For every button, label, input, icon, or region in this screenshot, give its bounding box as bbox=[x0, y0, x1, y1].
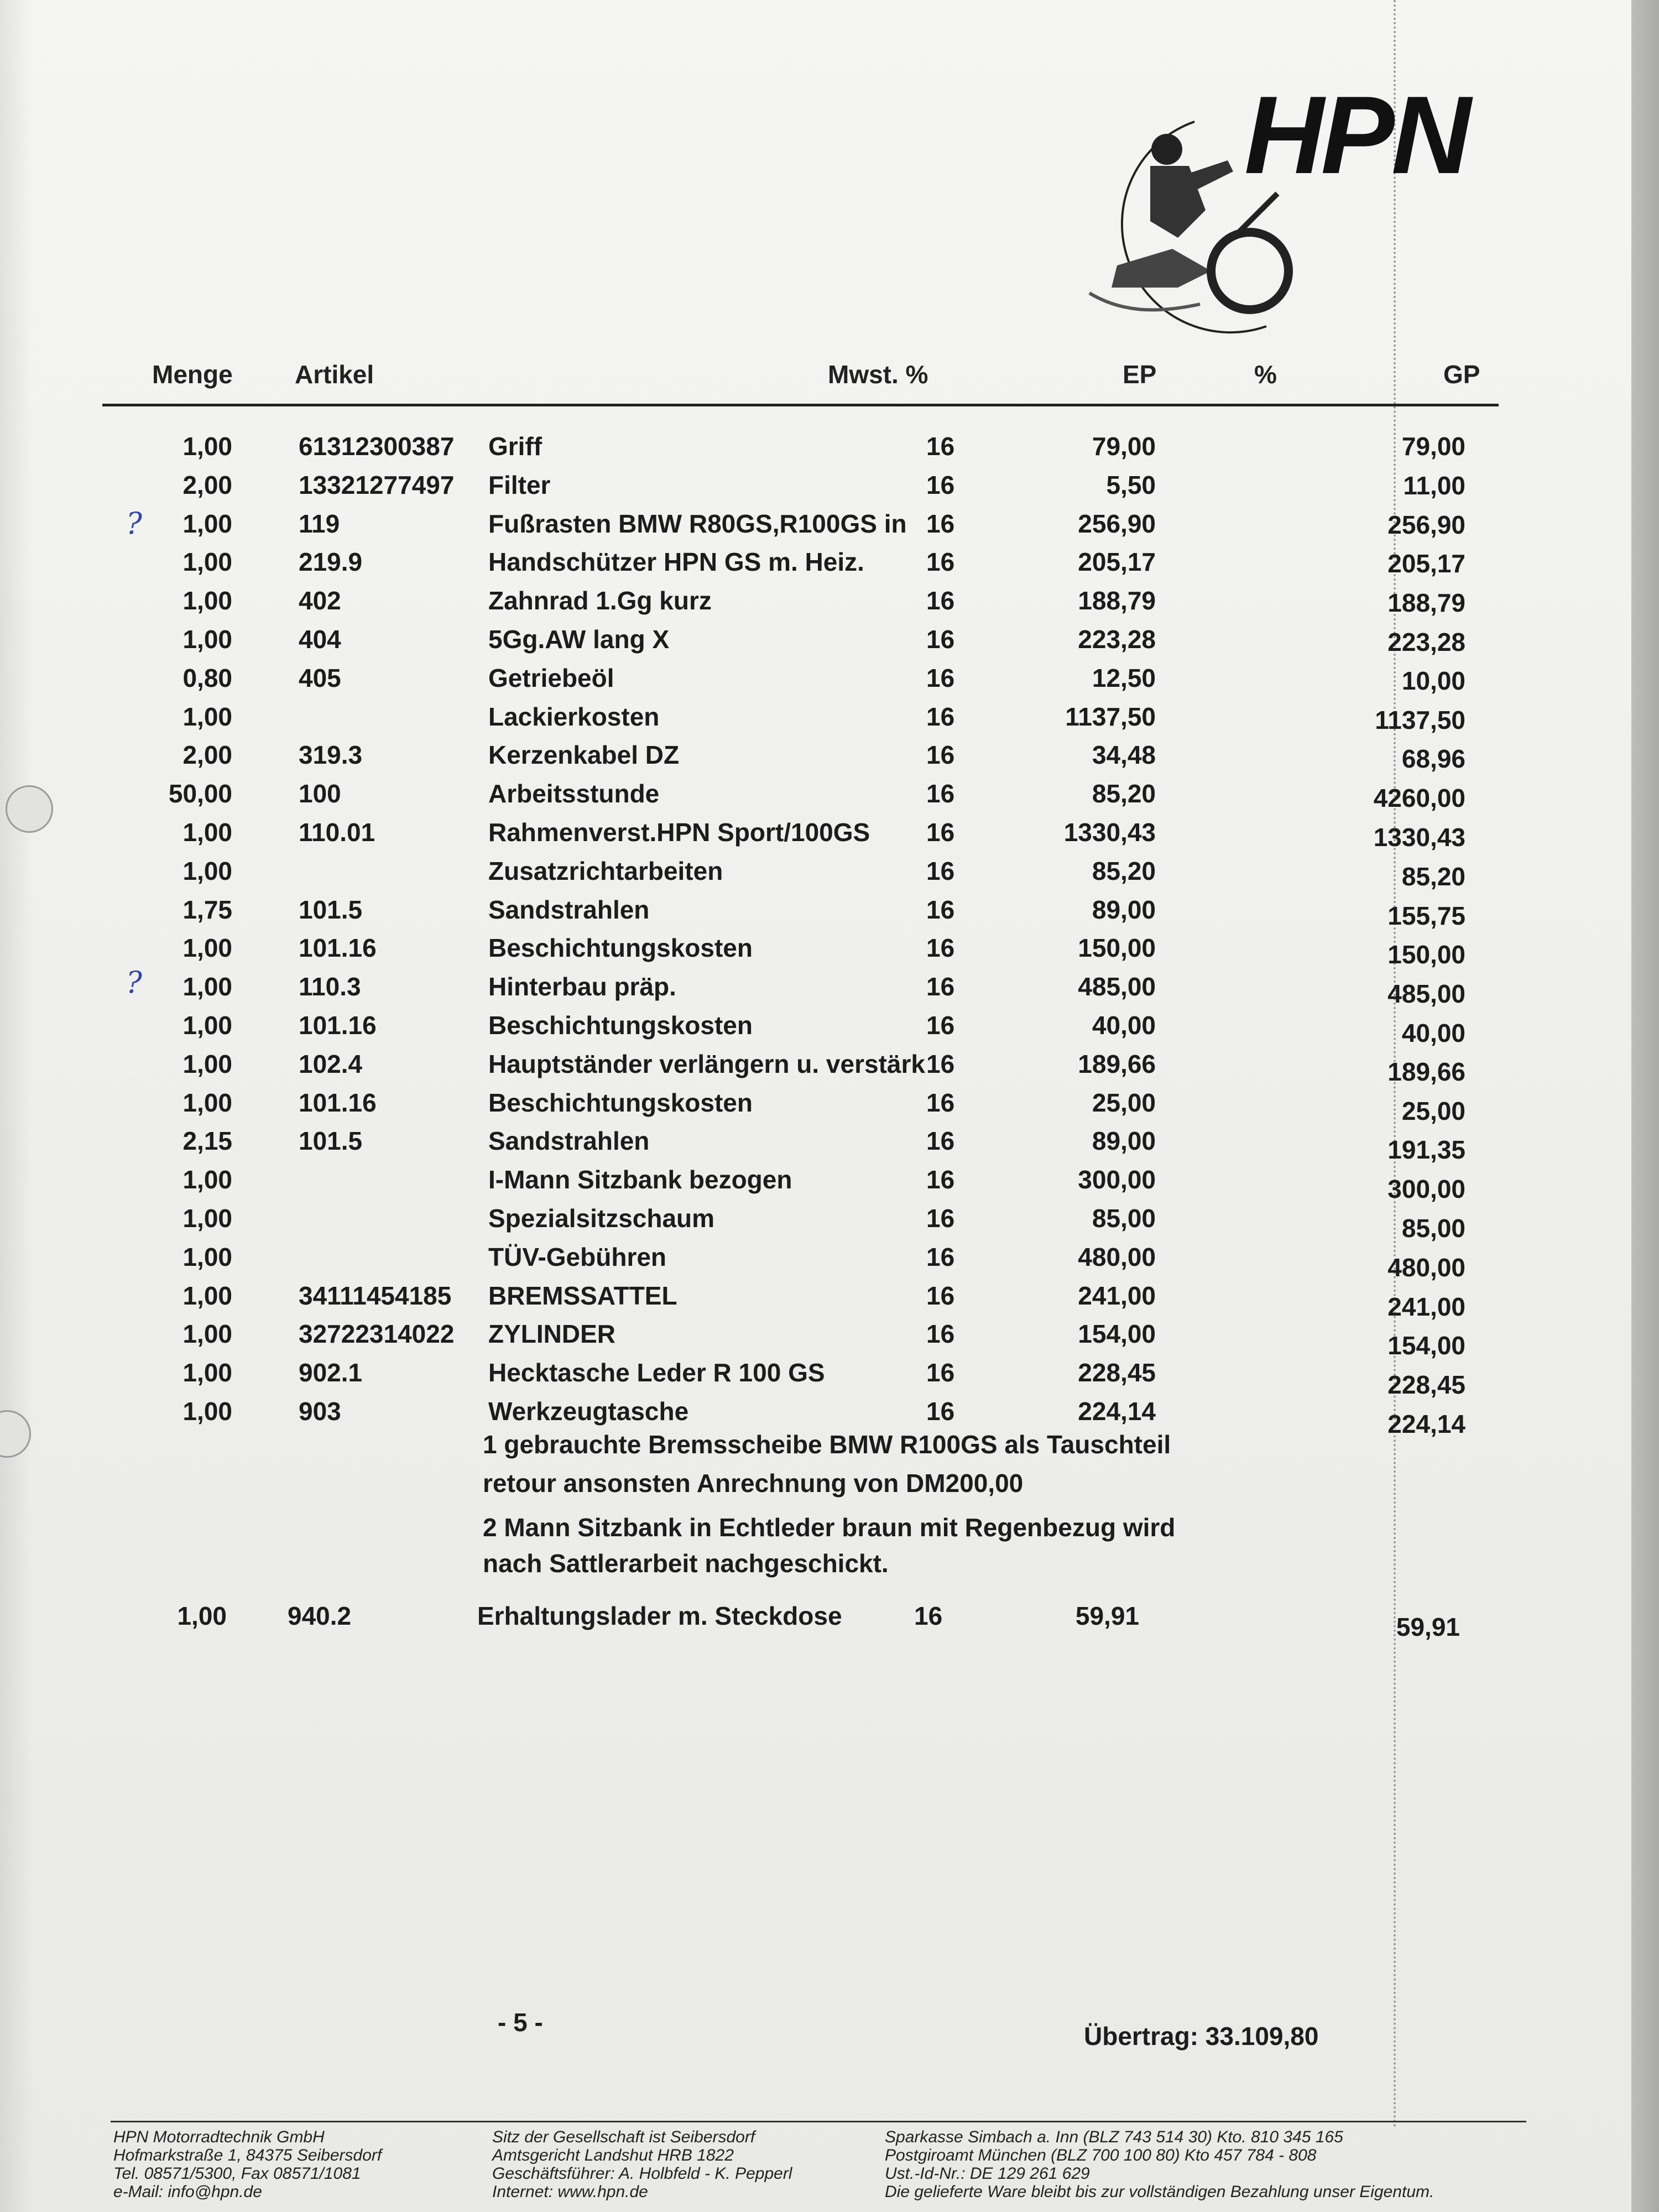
cell-menge: 1,00 bbox=[182, 547, 232, 576]
cell-menge: 1,00 bbox=[182, 1281, 232, 1310]
cell-artikel: 101.5 bbox=[299, 895, 363, 924]
cell-ep: 5,50 bbox=[1106, 471, 1156, 499]
header-ep: EP bbox=[1123, 360, 1157, 389]
cell-menge: 1,00 bbox=[182, 1397, 232, 1426]
footer-line: Amtsgericht Landshut HRB 1822 bbox=[492, 2146, 734, 2164]
cell-mwst: 16 bbox=[926, 895, 955, 924]
table-row bbox=[0, 972, 1631, 1008]
cell-menge: 1,00 bbox=[182, 933, 232, 962]
cell-gp: 191,35 bbox=[1387, 1135, 1465, 1164]
cell-ep: 89,00 bbox=[1092, 895, 1156, 924]
cell-bezeichnung: I-Mann Sitzbank bezogen bbox=[488, 1165, 792, 1194]
table-row bbox=[0, 1126, 1631, 1164]
cell-mwst: 16 bbox=[926, 1281, 955, 1310]
cell-artikel: 402 bbox=[299, 586, 341, 615]
footer-line: Ust.-Id-Nr.: DE 129 261 629 bbox=[885, 2164, 1090, 2183]
footer-line: Hofmarkstraße 1, 84375 Seibersdorf bbox=[113, 2146, 382, 2164]
cell-mwst: 16 bbox=[926, 1050, 955, 1078]
cell-ep: 85,20 bbox=[1092, 779, 1156, 808]
cell-menge: 1,00 bbox=[182, 1243, 232, 1271]
cell-menge: 1,00 bbox=[182, 1319, 232, 1348]
header-rule bbox=[102, 404, 1499, 406]
cell-menge: 1,00 bbox=[182, 702, 232, 731]
footer-rule bbox=[111, 2121, 1526, 2122]
cell-bezeichnung: Beschichtungskosten bbox=[488, 933, 753, 962]
table-row bbox=[0, 1358, 1631, 1399]
cell-artikel: 101.16 bbox=[299, 1088, 377, 1117]
cell-mwst: 16 bbox=[926, 1243, 955, 1271]
cell-bezeichnung: Spezialsitzschaum bbox=[488, 1204, 715, 1233]
table-row bbox=[0, 779, 1631, 812]
footer-line: Sparkasse Simbach a. Inn (BLZ 743 514 30) Kto. 810 345 165 bbox=[885, 2128, 1343, 2146]
cell-artikel: 119 bbox=[299, 509, 340, 538]
cell-artikel: 101.16 bbox=[299, 1011, 377, 1040]
cell-bezeichnung: Rahmenverst.HPN Sport/100GS bbox=[488, 818, 870, 847]
table-row bbox=[0, 547, 1631, 580]
table-row bbox=[0, 933, 1631, 969]
handwritten-question-mark: ? bbox=[126, 506, 142, 541]
cell-ep: 256,90 bbox=[1078, 509, 1156, 538]
header-menge: Menge bbox=[152, 360, 233, 389]
cell-bezeichnung: Hinterbau präp. bbox=[488, 972, 676, 1001]
cell-ep: 89,00 bbox=[1092, 1126, 1156, 1155]
cell-mwst: 16 bbox=[926, 1165, 955, 1194]
cell-mwst: 16 bbox=[926, 509, 955, 538]
cell-mwst: 16 bbox=[926, 740, 955, 769]
table-row bbox=[0, 663, 1631, 696]
footer-line: Sitz der Gesellschaft ist Seibersdorf bbox=[492, 2128, 755, 2146]
cell-menge: 1,00 bbox=[182, 1165, 232, 1194]
cell-menge: 1,00 bbox=[182, 1050, 232, 1078]
cell-artikel: 405 bbox=[299, 664, 341, 692]
table-row bbox=[0, 1203, 1631, 1243]
cell-gp: 224,14 bbox=[1387, 1410, 1465, 1438]
footer-line: Die gelieferte Ware bleibt bis zur vollständigen Bezahlung unser Eigentum. bbox=[885, 2183, 1434, 2201]
cell-gp: 223,28 bbox=[1387, 628, 1465, 656]
cell-menge: 1,75 bbox=[182, 895, 232, 924]
cell-menge: 1,00 bbox=[182, 857, 232, 885]
cell-bezeichnung: Zahnrad 1.Gg kurz bbox=[488, 586, 712, 615]
table-row bbox=[0, 1088, 1631, 1125]
cell-ep: 241,00 bbox=[1078, 1281, 1156, 1310]
cell-artikel: 404 bbox=[299, 625, 341, 654]
cell-bezeichnung: Arbeitsstunde bbox=[488, 779, 660, 808]
table-row bbox=[0, 702, 1631, 735]
cell-gp: 59,91 bbox=[1396, 1613, 1460, 1641]
cell-bezeichnung: Sandstrahlen bbox=[488, 895, 650, 924]
table-row bbox=[0, 817, 1631, 851]
cell-gp: 85,00 bbox=[1401, 1214, 1465, 1243]
cell-bezeichnung: Fußrasten BMW R80GS,R100GS in bbox=[488, 509, 907, 538]
cell-artikel: 61312300387 bbox=[299, 432, 455, 461]
cell-mwst: 16 bbox=[926, 432, 955, 461]
cell-mwst: 16 bbox=[926, 471, 955, 499]
cell-menge: 1,00 bbox=[182, 1011, 232, 1040]
cell-bezeichnung: Beschichtungskosten bbox=[488, 1011, 753, 1040]
cell-menge: 1,00 bbox=[182, 1088, 232, 1117]
footer-registry bbox=[492, 2128, 792, 2201]
table-row bbox=[0, 1165, 1631, 1203]
table-row bbox=[0, 1319, 1631, 1360]
table-row bbox=[0, 1049, 1631, 1086]
cell-gp: 154,00 bbox=[1387, 1331, 1465, 1360]
cell-menge: 2,00 bbox=[182, 471, 232, 499]
cell-artikel: 319.3 bbox=[299, 740, 363, 769]
cell-artikel: 902.1 bbox=[299, 1358, 363, 1387]
cell-mwst: 16 bbox=[926, 1319, 955, 1348]
note-line: 2 Mann Sitzbank in Echtleder braun mit Regenbezug wird bbox=[483, 1513, 1176, 1542]
carry-over-total: Übertrag: 33.109,80 bbox=[1084, 2022, 1319, 2051]
cell-menge: 1,00 bbox=[182, 625, 232, 654]
handwritten-question-mark: ? bbox=[126, 965, 142, 1000]
cell-bezeichnung: Werkzeugtasche bbox=[488, 1397, 689, 1426]
cell-menge: 1,00 bbox=[182, 509, 232, 538]
footer-line: Geschäftsführer: A. Holbfeld - K. Pepperl bbox=[492, 2164, 792, 2183]
header-artikel: Artikel bbox=[295, 360, 374, 389]
cell-ep: 1137,50 bbox=[1065, 702, 1156, 731]
cell-gp: 25,00 bbox=[1401, 1097, 1465, 1125]
cell-ep: 34,48 bbox=[1092, 740, 1156, 769]
cell-mwst: 16 bbox=[914, 1601, 943, 1630]
cell-ep: 205,17 bbox=[1078, 547, 1156, 576]
cell-gp: 150,00 bbox=[1387, 940, 1465, 969]
cell-mwst: 16 bbox=[926, 857, 955, 885]
table-row bbox=[0, 740, 1631, 773]
table-row bbox=[0, 431, 1631, 465]
header-gp: GP bbox=[1443, 360, 1480, 389]
cell-artikel: 100 bbox=[299, 779, 341, 808]
table-row bbox=[0, 1396, 1631, 1438]
cell-ep: 189,66 bbox=[1078, 1050, 1156, 1078]
cell-mwst: 16 bbox=[926, 1011, 955, 1040]
cell-menge: 1,00 bbox=[182, 818, 232, 847]
cell-bezeichnung: Griff bbox=[488, 432, 542, 461]
cell-ep: 85,20 bbox=[1092, 857, 1156, 885]
cell-gp: 485,00 bbox=[1387, 979, 1465, 1008]
header-percent: % bbox=[1254, 360, 1277, 389]
cell-menge: 1,00 bbox=[182, 586, 232, 615]
cell-gp: 11,00 bbox=[1403, 471, 1465, 500]
cell-gp: 480,00 bbox=[1387, 1253, 1465, 1282]
cell-gp: 228,45 bbox=[1387, 1370, 1465, 1399]
cell-bezeichnung: Hauptständer verlängern u. verstärk bbox=[488, 1050, 925, 1078]
cell-mwst: 16 bbox=[926, 625, 955, 654]
cell-mwst: 16 bbox=[926, 1358, 955, 1387]
header-mwst: Mwst. % bbox=[828, 360, 928, 389]
cell-artikel: 101.16 bbox=[299, 933, 377, 962]
cell-bezeichnung: Sandstrahlen bbox=[488, 1126, 650, 1155]
cell-ep: 79,00 bbox=[1092, 432, 1156, 461]
cell-ep: 12,50 bbox=[1092, 664, 1156, 692]
cell-menge: 1,00 bbox=[182, 432, 232, 461]
cell-bezeichnung: Lackierkosten bbox=[488, 702, 660, 731]
cell-menge: 0,80 bbox=[182, 664, 232, 692]
cell-artikel: 101.5 bbox=[299, 1126, 363, 1155]
cell-gp: 1137,50 bbox=[1375, 706, 1465, 734]
cell-bezeichnung: Hecktasche Leder R 100 GS bbox=[488, 1358, 825, 1387]
footer-line: Internet: www.hpn.de bbox=[492, 2183, 648, 2201]
table-row bbox=[0, 895, 1631, 928]
cell-menge: 1,00 bbox=[182, 972, 232, 1001]
cell-bezeichnung: Erhaltungslader m. Steckdose bbox=[477, 1601, 842, 1630]
cell-gp: 1330,43 bbox=[1373, 823, 1465, 852]
table-row bbox=[0, 1601, 1631, 1641]
cell-gp: 205,17 bbox=[1387, 549, 1465, 578]
cell-gp: 85,20 bbox=[1401, 862, 1465, 891]
note-line: 1 gebrauchte Bremsscheibe BMW R100GS als Tauschteil bbox=[483, 1430, 1171, 1459]
cell-ep: 188,79 bbox=[1078, 586, 1156, 615]
cell-menge: 2,00 bbox=[182, 740, 232, 769]
cell-bezeichnung: Filter bbox=[488, 471, 551, 499]
table-row bbox=[0, 856, 1631, 889]
cell-bezeichnung: BREMSSATTEL bbox=[488, 1281, 677, 1310]
cell-mwst: 16 bbox=[926, 933, 955, 962]
cell-artikel: 219.9 bbox=[299, 547, 363, 576]
cell-bezeichnung: Handschützer HPN GS m. Heiz. bbox=[488, 547, 864, 576]
table-row bbox=[0, 1242, 1631, 1282]
cell-gp: 256,90 bbox=[1387, 510, 1465, 539]
cell-menge: 2,15 bbox=[182, 1126, 232, 1155]
cell-mwst: 16 bbox=[926, 1397, 955, 1426]
company-logo: HPN bbox=[1244, 74, 1468, 197]
cell-ep: 154,00 bbox=[1078, 1319, 1156, 1348]
cell-artikel: 110.3 bbox=[299, 972, 361, 1001]
cell-artikel: 903 bbox=[299, 1397, 341, 1426]
cell-ep: 1330,43 bbox=[1063, 818, 1156, 847]
cell-ep: 25,00 bbox=[1092, 1088, 1156, 1117]
cell-bezeichnung: Getriebeöl bbox=[488, 664, 614, 692]
table-row bbox=[0, 1010, 1631, 1047]
cell-bezeichnung: Zusatzrichtarbeiten bbox=[488, 857, 723, 885]
cell-ep: 480,00 bbox=[1078, 1243, 1156, 1271]
table-row bbox=[0, 586, 1631, 619]
cell-menge: 1,00 bbox=[177, 1601, 227, 1630]
cell-gp: 300,00 bbox=[1387, 1175, 1465, 1203]
footer-line: Postgiroamt München (BLZ 700 100 80) Kto 457 784 - 808 bbox=[885, 2146, 1317, 2164]
footer-line: HPN Motorradtechnik GmbH bbox=[113, 2128, 325, 2146]
cell-bezeichnung: 5Gg.AW lang X bbox=[488, 625, 670, 654]
cell-mwst: 16 bbox=[926, 664, 955, 692]
footer-line: Tel. 08571/5300, Fax 08571/1081 bbox=[113, 2164, 361, 2183]
note-line: nach Sattlerarbeit nachgeschickt. bbox=[483, 1549, 889, 1578]
cell-bezeichnung: ZYLINDER bbox=[488, 1319, 615, 1348]
cell-menge: 1,00 bbox=[182, 1358, 232, 1387]
cell-ep: 300,00 bbox=[1078, 1165, 1156, 1194]
table-row bbox=[0, 624, 1631, 658]
cell-gp: 79,00 bbox=[1401, 432, 1465, 461]
cell-artikel: 32722314022 bbox=[299, 1319, 455, 1348]
cell-bezeichnung: Beschichtungskosten bbox=[488, 1088, 753, 1117]
cell-mwst: 16 bbox=[926, 547, 955, 576]
cell-ep: 228,45 bbox=[1078, 1358, 1156, 1387]
cell-mwst: 16 bbox=[926, 972, 955, 1001]
cell-artikel: 940.2 bbox=[288, 1601, 352, 1630]
cell-gp: 10,00 bbox=[1401, 666, 1465, 695]
cell-artikel: 34111454185 bbox=[299, 1281, 452, 1310]
cell-gp: 4260,00 bbox=[1373, 784, 1465, 812]
cell-ep: 59,91 bbox=[1075, 1601, 1139, 1630]
cell-gp: 189,66 bbox=[1387, 1057, 1465, 1086]
cell-bezeichnung: Kerzenkabel DZ bbox=[488, 740, 680, 769]
cell-gp: 68,96 bbox=[1401, 744, 1465, 773]
cell-mwst: 16 bbox=[926, 586, 955, 615]
cell-artikel: 13321277497 bbox=[299, 471, 455, 499]
cell-mwst: 16 bbox=[926, 1088, 955, 1117]
cell-ep: 224,14 bbox=[1078, 1397, 1156, 1426]
cell-mwst: 16 bbox=[926, 779, 955, 808]
cell-artikel: 102.4 bbox=[299, 1050, 363, 1078]
cell-gp: 241,00 bbox=[1387, 1292, 1465, 1321]
cell-ep: 85,00 bbox=[1092, 1204, 1156, 1233]
footer-bank bbox=[885, 2128, 1434, 2201]
cell-mwst: 16 bbox=[926, 1204, 955, 1233]
cell-menge: 1,00 bbox=[182, 1204, 232, 1233]
cell-mwst: 16 bbox=[926, 818, 955, 847]
cell-mwst: 16 bbox=[926, 702, 955, 731]
cell-gp: 155,75 bbox=[1387, 901, 1465, 930]
table-row bbox=[0, 1281, 1631, 1321]
table-row bbox=[0, 509, 1631, 542]
cell-ep: 485,00 bbox=[1078, 972, 1156, 1001]
cell-artikel: 110.01 bbox=[299, 818, 375, 847]
cell-ep: 223,28 bbox=[1078, 625, 1156, 654]
table-row bbox=[0, 470, 1631, 503]
cell-ep: 150,00 bbox=[1078, 933, 1156, 962]
cell-gp: 40,00 bbox=[1401, 1019, 1465, 1047]
page-edge bbox=[1631, 0, 1659, 2212]
page-number: - 5 - bbox=[498, 2008, 543, 2037]
cell-gp: 188,79 bbox=[1387, 588, 1465, 617]
cell-ep: 40,00 bbox=[1092, 1011, 1156, 1040]
note-line: retour ansonsten Anrechnung von DM200,00 bbox=[483, 1469, 1024, 1498]
cell-menge: 50,00 bbox=[168, 779, 232, 808]
cell-bezeichnung: TÜV-Gebühren bbox=[488, 1243, 667, 1271]
footer-line: e-Mail: info@hpn.de bbox=[113, 2183, 262, 2201]
footer-company bbox=[113, 2128, 382, 2201]
cell-mwst: 16 bbox=[926, 1126, 955, 1155]
